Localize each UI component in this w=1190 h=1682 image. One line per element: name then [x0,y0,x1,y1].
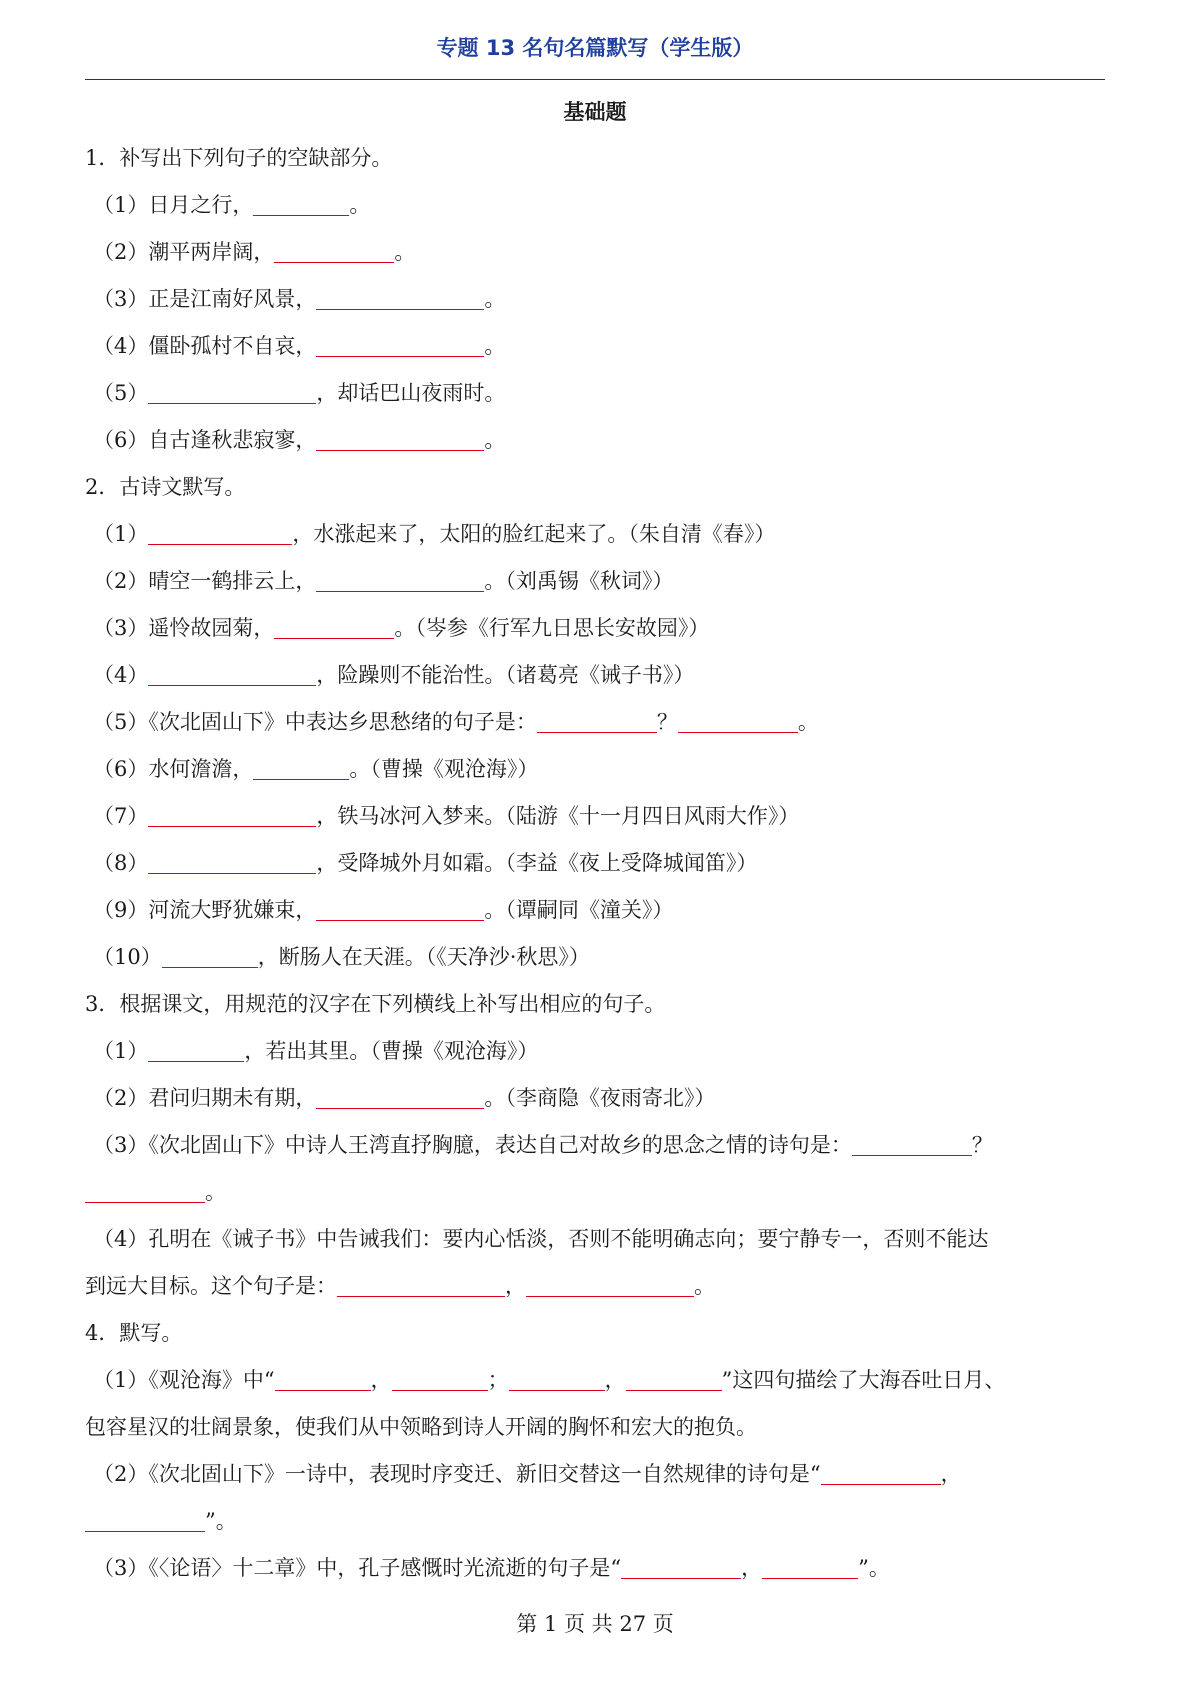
question-item [85,1122,1105,1169]
question-list [85,135,1105,1592]
item-text: ？ [656,710,678,734]
item-number: （3） [93,616,149,640]
item-text: 遥怜故园菊， [148,616,275,640]
item-text: 。（曹操《观沧海》） [349,757,539,781]
header-divider [85,79,1105,80]
answer-blank[interactable] [337,1268,505,1297]
item-text: 河流大野犹嫌束， [148,898,317,922]
answer-blank[interactable] [509,1362,605,1391]
item-text: 。 [394,240,416,264]
answer-blank[interactable] [85,1503,205,1532]
item-text: 《观沧海》中“ [148,1368,275,1392]
item-text: ，受降城外月如霜。（李益《夜上受降城闻笛》） [316,851,758,875]
item-number: （10） [93,945,162,969]
question-item [85,652,1105,699]
item-number: （3） [93,1556,149,1580]
question-item [85,558,1105,605]
item-text: ”这四句描绘了大海吞吐日月、 [721,1368,1006,1392]
question-item [85,1451,1105,1498]
item-text: ， [741,1556,763,1580]
item-text: 孔明在《诫子书》中告诫我们：要内心恬淡，否则不能明确志向；要宁静专一，否则不能达 [148,1227,989,1251]
question-item-continuation: 包容星汉的壮阔景象，使我们从中领略到诗人开阔的胸怀和宏大的抱负。 [85,1415,757,1439]
answer-blank[interactable] [526,1268,694,1297]
item-number: （2） [93,569,149,593]
answer-blank[interactable] [274,234,394,263]
question-item [85,793,1105,840]
answer-blank[interactable] [253,751,349,780]
question-item [85,1545,1105,1592]
question-item [85,699,1105,746]
item-text: 晴空一鹤排云上， [148,569,317,593]
item-number: （7） [93,804,149,828]
item-number: （5） [93,381,149,405]
question-item-continuation [85,1169,1105,1216]
question-item [85,840,1105,887]
answer-blank[interactable] [821,1456,941,1485]
item-text: 。（岑参《行军九日思长安故园》） [394,616,710,640]
item-text: 潮平两岸阔， [148,240,275,264]
question-item [85,1216,1105,1263]
item-text: 。 [349,193,371,217]
item-text: 日月之行， [148,193,254,217]
question-item [85,605,1105,652]
item-text: ，断肠人在天涯。（《天净沙·秋思》） [257,945,590,969]
question-item [85,934,1105,981]
item-text: ； [487,1368,509,1392]
answer-blank[interactable] [316,281,484,310]
item-text: 到远大目标。这个句子是： [85,1274,337,1298]
question-stem: 1．补写出下列句子的空缺部分。 [85,146,393,170]
answer-blank[interactable] [148,375,316,404]
section-title: 基础题 [563,100,627,124]
question-item-continuation [85,1498,1105,1545]
answer-blank[interactable] [537,704,657,733]
answer-blank[interactable] [316,1080,484,1109]
item-number: （4） [93,334,149,358]
item-text: 。 [797,710,819,734]
question-stem: 3．根据课文，用规范的汉字在下列横线上补写出相应的句子。 [85,992,666,1016]
question-item [85,229,1105,276]
item-number: （3） [93,287,149,311]
question-item [85,511,1105,558]
question-stem: 4．默写。 [85,1321,183,1345]
question-item-continuation [85,1263,1105,1310]
answer-blank[interactable] [253,187,349,216]
question-item [85,746,1105,793]
answer-blank[interactable] [626,1362,722,1391]
item-number: （5） [93,710,149,734]
answer-blank[interactable] [316,422,484,451]
item-text: 水何澹澹， [148,757,254,781]
answer-blank[interactable] [274,610,394,639]
item-number: （1） [93,193,149,217]
item-text: 。（谭嗣同《潼关》） [484,898,674,922]
item-text: 《次北固山下》中表达乡思愁绪的句子是： [148,710,537,734]
item-text: ，铁马冰河入梦来。（陆游《十一月四日风雨大作》） [316,804,800,828]
answer-blank[interactable] [162,939,258,968]
answer-blank[interactable] [275,1362,371,1391]
answer-blank[interactable] [392,1362,488,1391]
item-number: （4） [93,663,149,687]
item-text: 正是江南好风景， [148,287,317,311]
item-number: （1） [93,522,149,546]
item-text: 君问归期未有期， [148,1086,317,1110]
question-item [85,276,1105,323]
answer-blank[interactable] [762,1550,858,1579]
item-number: （9） [93,898,149,922]
question-item [85,323,1105,370]
answer-blank[interactable] [621,1550,741,1579]
item-text: 。（李商隐《夜雨寄北》） [484,1086,716,1110]
answer-blank[interactable] [316,328,484,357]
item-number: （6） [93,757,149,781]
item-number: （1） [93,1368,149,1392]
item-number: （6） [93,428,149,452]
item-text: 。（刘禹锡《秋词》） [484,569,674,593]
answer-blank[interactable] [148,1033,244,1062]
item-number: （1） [93,1039,149,1063]
item-number: （2） [93,1462,149,1486]
item-text: ？ [971,1133,993,1157]
item-text: ，若出其里。（曹操《观沧海》） [244,1039,539,1063]
question-item [85,182,1105,229]
question-stem: 2．古诗文默写。 [85,475,246,499]
answer-blank[interactable] [678,704,798,733]
question-item [85,370,1105,417]
item-text: ，险躁则不能治性。（诸葛亮《诫子书》） [316,663,695,687]
item-text: ，水涨起来了，太阳的脸红起来了。（朱自清《春》） [292,522,776,546]
item-text: ， [940,1462,962,1486]
item-text: ”。 [858,1556,890,1580]
answer-blank[interactable] [148,657,316,686]
item-text: 僵卧孤村不自哀， [148,334,317,358]
item-number: （2） [93,240,149,264]
answer-blank[interactable] [316,563,484,592]
item-text: ， [604,1368,626,1392]
item-text: 。 [484,334,506,358]
answer-blank[interactable] [852,1127,972,1156]
item-text: ， [505,1274,526,1298]
question-item [85,1357,1105,1404]
answer-blank[interactable] [316,892,484,921]
item-text: 《次北固山下》一诗中，表现时序变迁、新旧交替这一自然规律的诗句是“ [148,1462,821,1486]
question-item [85,417,1105,464]
item-text: 。 [484,428,506,452]
answer-blank[interactable] [148,798,316,827]
answer-blank[interactable] [148,516,292,545]
item-text: ，却话巴山夜雨时。 [316,381,506,405]
question-item [85,887,1105,934]
item-text: ”。 [205,1509,237,1533]
item-number: （2） [93,1086,149,1110]
item-text: ， [370,1368,392,1392]
document-title: 专题 13 名句名篇默写（学生版） [436,36,754,60]
item-number: （4） [93,1227,149,1251]
item-text: 《〈论语〉十二章》中，孔子感慨时光流逝的句子是“ [148,1556,622,1580]
item-text: 。 [694,1274,715,1298]
item-number: （8） [93,851,149,875]
item-number: （3） [93,1133,149,1157]
answer-blank[interactable] [148,845,316,874]
item-text: 。 [205,1180,226,1204]
answer-blank[interactable] [85,1174,205,1203]
item-text: 《次北固山下》中诗人王湾直抒胸臆，表达自己对故乡的思念之情的诗句是： [148,1133,852,1157]
item-text: 自古逢秋悲寂寥， [148,428,317,452]
item-text: 。 [484,287,506,311]
page-footer: 第 1 页 共 27 页 [516,1612,674,1636]
question-item [85,1028,1105,1075]
question-item [85,1075,1105,1122]
